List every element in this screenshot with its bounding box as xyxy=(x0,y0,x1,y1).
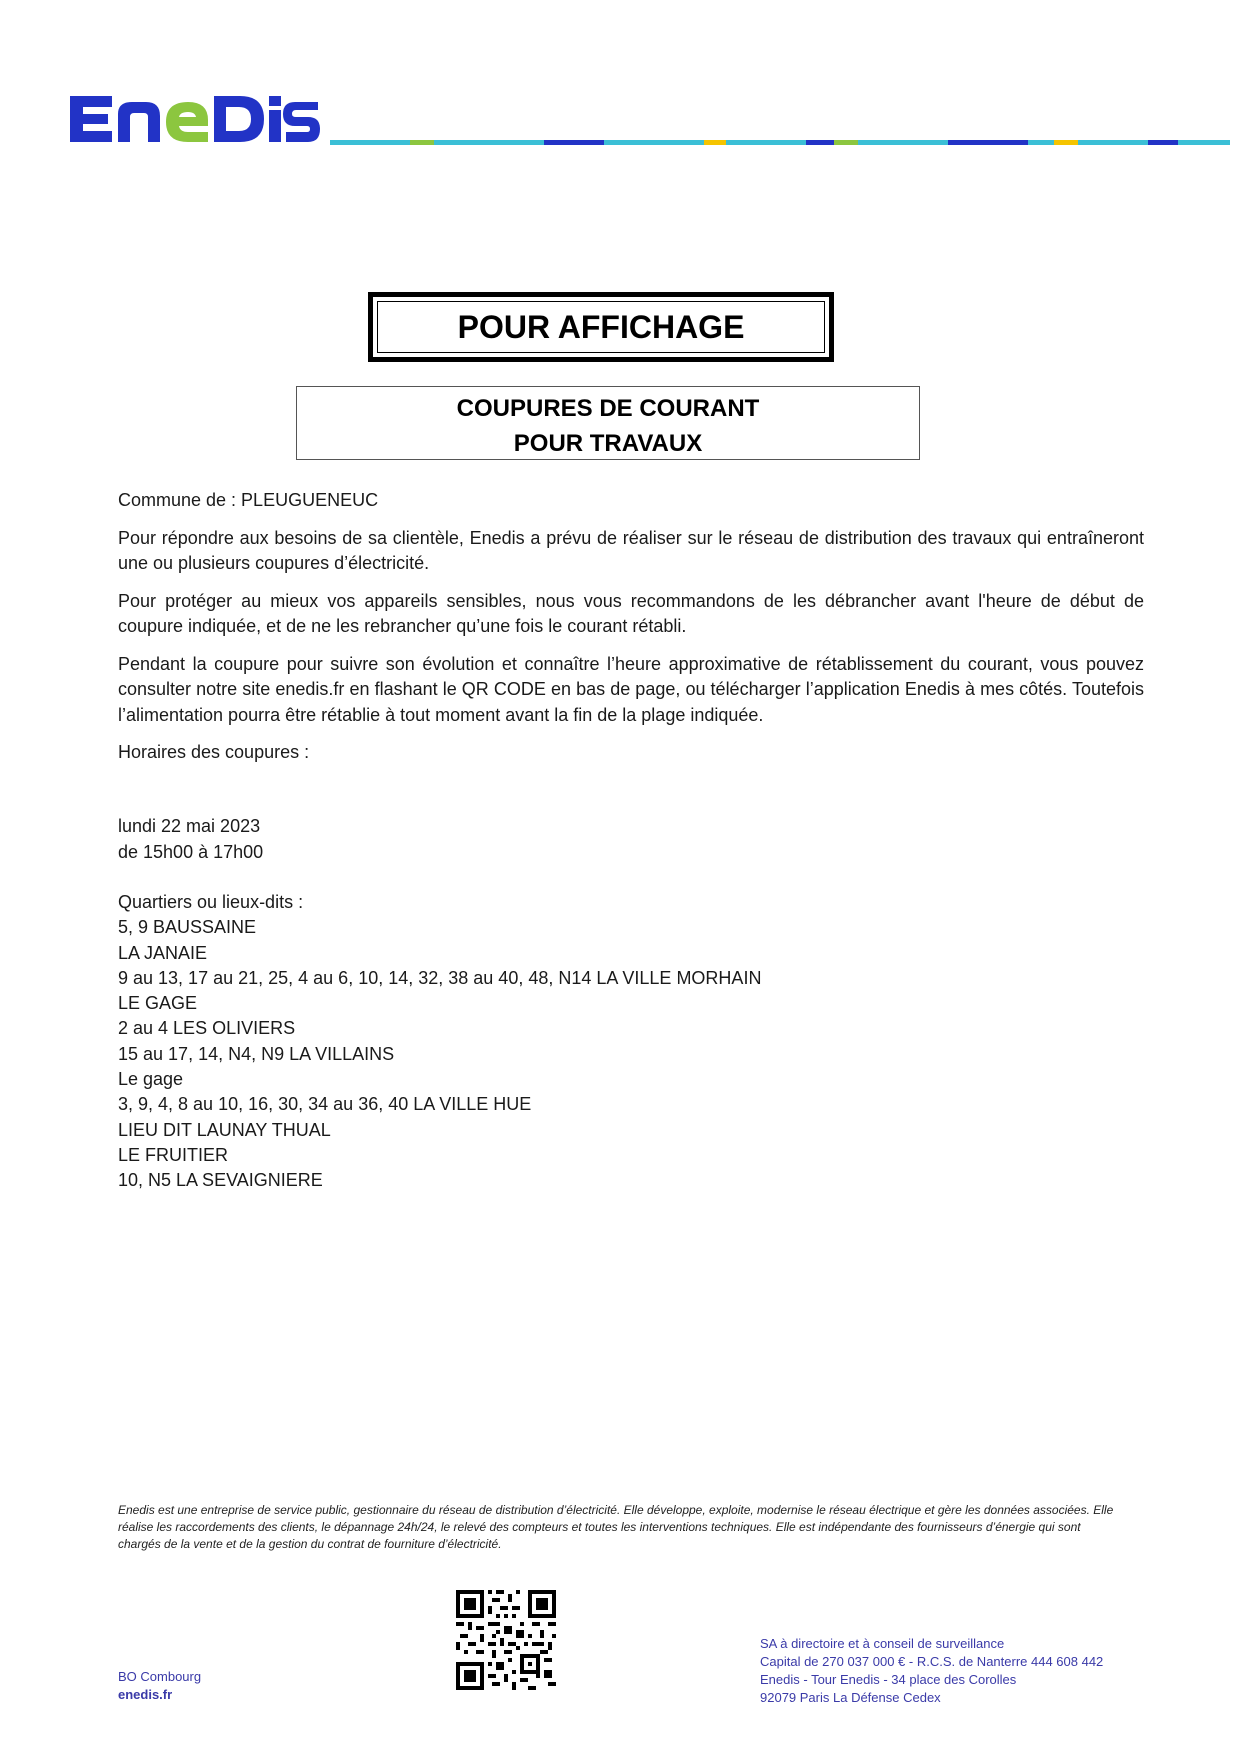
paragraph-2: Pour protéger au mieux vos appareils sensibles, nous vous recommandons de les débrancher avant l'heure de début de coupure indiquée, et de ne les rebrancher qu’une fois le courant rétabli. xyxy=(118,590,1144,636)
places-label: Quartiers ou lieux-dits : xyxy=(118,892,304,912)
notice-body xyxy=(118,488,1144,778)
page-title: POUR AFFICHAGE xyxy=(377,301,825,353)
company-line-4: 92079 Paris La Défense Cedex xyxy=(760,1690,941,1705)
schedule xyxy=(118,814,263,865)
list-item: 5, 9 BAUSSAINE xyxy=(118,917,257,938)
legal-notice: Enedis est une entreprise de service public, gestionnaire du réseau de distribution d’électricité. Elle développe, exploite, modernise le réseau électrique et gère les données associées. Elle réalise les raccordements des clients, le dépannage 24h/24, le relevé des compteurs et toutes les interventions techniques. Elle est indépendante des fournisseurs d’énergie qui sont chargés de la vente et de la gestion du contrat de fourniture d’électricité. xyxy=(118,1503,1114,1551)
company-line-2: Capital de 270 037 000 € - R.C.S. de Nanterre 444 608 442 xyxy=(760,1654,1104,1669)
footer-left xyxy=(118,1668,201,1704)
list-item: LIEU DIT LAUNAY THUAL xyxy=(118,1119,331,1140)
schedule-date: lundi 22 mai 2023 xyxy=(118,816,261,836)
subtitle-line-2: POUR TRAVAUX xyxy=(513,430,703,457)
office-name: BO Combourg xyxy=(118,1669,202,1684)
list-item: 2 au 4 LES OLIVIERS xyxy=(118,1018,296,1039)
header-stripe xyxy=(330,140,1230,145)
list-item: 3, 9, 4, 8 au 10, 16, 30, 34 au 36, 40 LA VILLE HUE xyxy=(118,1094,532,1115)
enedis-logo xyxy=(60,88,322,150)
list-item: 15 au 17, 14, N4, N9 LA VILLAINS xyxy=(118,1043,395,1064)
list-item: LA JANAIE xyxy=(118,942,208,963)
paragraph-3: Pendant la coupure pour suivre son évolution et connaître l’heure approximative de rétablissement du courant, vous pouvez consulter notre site enedis.fr en flashant le QR CODE en bas de page, ou télécharger l’application Enedis à mes côtés. Toutefois l’alimentation pourra être rétablie à tout moment avant la fin de la plage indiquée. xyxy=(118,653,1144,725)
list-item: 10, N5 LA SEVAIGNIERE xyxy=(118,1170,323,1191)
places-list xyxy=(118,890,761,1194)
footer-company-info xyxy=(760,1635,1103,1707)
company-line-3: Enedis - Tour Enedis - 34 place des Corolles xyxy=(760,1672,1017,1687)
list-item: LE FRUITIER xyxy=(118,1144,229,1165)
schedule-time: de 15h00 à 17h00 xyxy=(118,841,264,862)
list-item: 9 au 13, 17 au 21, 25, 4 au 6, 10, 14, 32, 38 au 40, 48, N14 LA VILLE MORHAIN xyxy=(118,967,762,988)
subtitle-line-1: COUPURES DE COURANT xyxy=(456,395,760,422)
subtitle-box xyxy=(296,386,920,460)
title-box xyxy=(368,292,834,362)
list-item: Le gage xyxy=(118,1069,184,1090)
website-link[interactable]: enedis.fr xyxy=(118,1687,173,1702)
paragraph-1: Pour répondre aux besoins de sa clientèle, Enedis a prévu de réaliser sur le réseau de distribution des travaux qui entraîneront une ou plusieurs coupures d’électricité. xyxy=(118,527,1144,573)
horaires-label: Horaires des coupures : xyxy=(118,742,310,762)
commune: Commune de : PLEUGUENEUC xyxy=(118,490,379,510)
list-item: LE GAGE xyxy=(118,993,198,1014)
company-line-1: SA à directoire et à conseil de surveillance xyxy=(760,1636,1005,1651)
qr-code-icon[interactable] xyxy=(456,1590,556,1690)
